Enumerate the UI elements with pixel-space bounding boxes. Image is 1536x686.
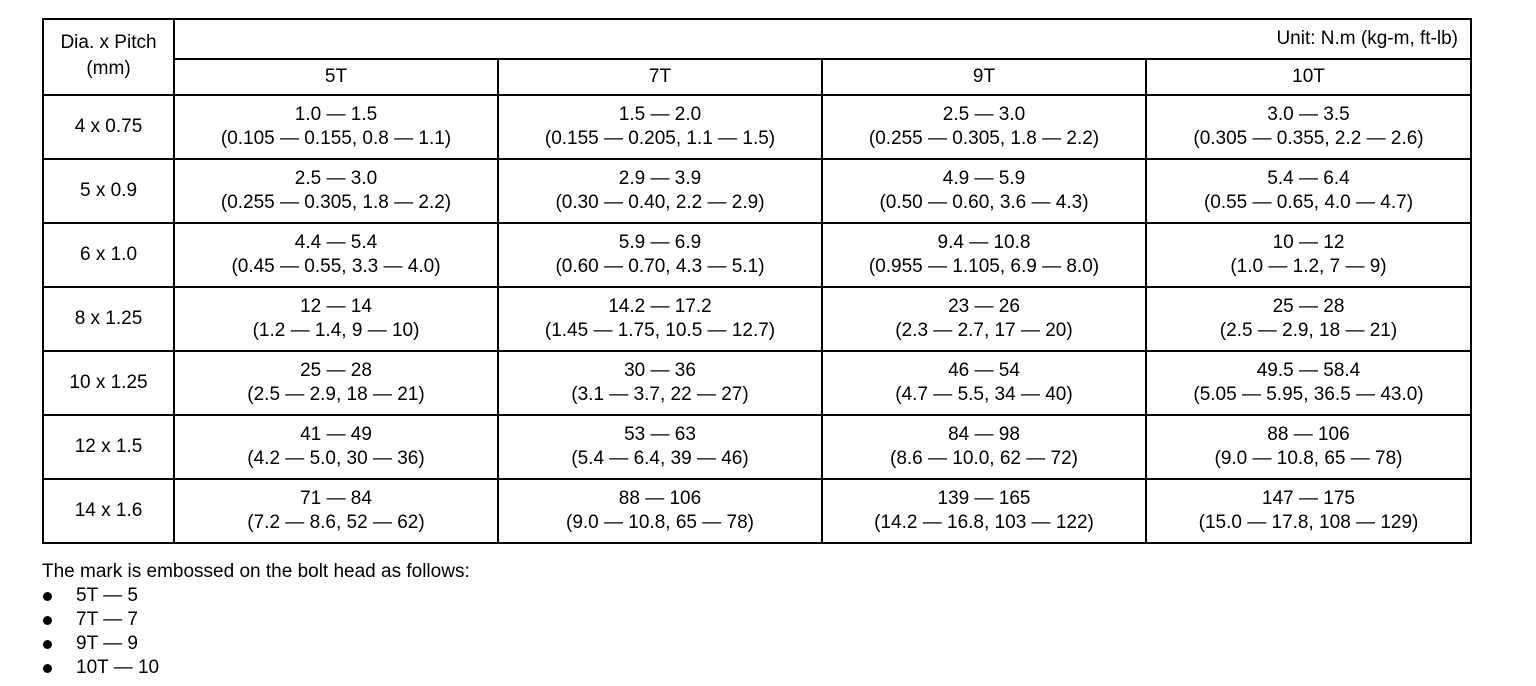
- torque-cell: [498, 287, 822, 351]
- torque-cell: [1146, 223, 1471, 287]
- torque-nm-value: 5.4 — 6.4: [1267, 168, 1350, 189]
- bullet-icon: [43, 592, 52, 601]
- torque-cell: [822, 287, 1146, 351]
- torque-nm-value: 2.5 — 3.0: [294, 168, 378, 189]
- torque-alt-value: (0.955 — 1.105, 6.9 — 8.0): [868, 256, 1100, 277]
- torque-nm-value: 4.9 — 5.9: [942, 168, 1026, 189]
- mark-text: 9T — 9: [76, 633, 138, 654]
- list-item: [42, 584, 470, 608]
- dia-pitch-header-label: Dia. x Pitch: [60, 32, 157, 53]
- bolt-size-cell: 5 x 0.9: [43, 159, 174, 223]
- torque-cell: [822, 223, 1146, 287]
- torque-nm-value: 4.4 — 5.4: [294, 232, 378, 253]
- torque-alt-value: (0.155 — 0.205, 1.1 — 1.5): [544, 128, 776, 149]
- torque-nm-value: 10 — 12: [1272, 232, 1345, 253]
- table-row: [43, 479, 1471, 543]
- list-item: [42, 632, 470, 656]
- bolt-size-cell: 8 x 1.25: [43, 287, 174, 351]
- torque-cell: [1146, 287, 1471, 351]
- torque-alt-value: (0.30 — 0.40, 2.2 — 2.9): [555, 192, 765, 213]
- torque-nm-value: 2.9 — 3.9: [618, 168, 702, 189]
- torque-nm-value: 49.5 — 58.4: [1256, 360, 1361, 381]
- bullet-icon: [43, 616, 52, 625]
- torque-nm-value: 25 — 28: [1272, 296, 1345, 317]
- torque-nm-value: 9.4 — 10.8: [937, 232, 1031, 253]
- torque-cell: [498, 159, 822, 223]
- table-row: [43, 415, 1471, 479]
- torque-cell: [1146, 415, 1471, 479]
- bolt-size-cell: 6 x 1.0: [43, 223, 174, 287]
- torque-alt-value: (2.5 — 2.9, 18 — 21): [247, 384, 425, 405]
- torque-alt-value: (0.60 — 0.70, 4.3 — 5.1): [555, 256, 765, 277]
- torque-alt-value: (3.1 — 3.7, 22 — 27): [571, 384, 749, 405]
- grade-header: 10T: [1146, 59, 1471, 95]
- torque-alt-value: (0.50 — 0.60, 3.6 — 4.3): [879, 192, 1089, 213]
- list-item: [42, 608, 470, 632]
- table-header-row: [43, 19, 1471, 59]
- torque-cell: [174, 159, 498, 223]
- torque-nm-value: 147 — 175: [1262, 488, 1355, 509]
- table-row: [43, 159, 1471, 223]
- torque-alt-value: (1.45 — 1.75, 10.5 — 12.7): [544, 320, 776, 341]
- torque-alt-value: (7.2 — 8.6, 52 — 62): [247, 512, 425, 533]
- torque-cell: [822, 351, 1146, 415]
- torque-alt-value: (1.0 — 1.2, 7 — 9): [1230, 256, 1387, 277]
- mark-text: 10T — 10: [76, 657, 160, 678]
- torque-cell: [174, 351, 498, 415]
- torque-nm-value: 23 — 26: [948, 296, 1020, 317]
- torque-alt-value: (2.5 — 2.9, 18 — 21): [1219, 320, 1398, 341]
- unit-label: Unit: N.m (kg-m, ft-lb): [174, 19, 1471, 59]
- torque-alt-value: (0.305 — 0.355, 2.2 — 2.6): [1193, 128, 1424, 149]
- torque-nm-value: 88 — 106: [1267, 424, 1350, 445]
- torque-nm-value: 25 — 28: [300, 360, 372, 381]
- torque-alt-value: (0.255 — 0.305, 1.8 — 2.2): [868, 128, 1100, 149]
- torque-cell: [174, 415, 498, 479]
- bullet-icon: [43, 664, 52, 673]
- torque-nm-value: 1.0 — 1.5: [294, 104, 378, 125]
- notes-intro: The mark is embossed on the bolt head as follows:: [42, 561, 470, 582]
- torque-alt-value: (9.0 — 10.8, 65 — 78): [1214, 448, 1403, 469]
- torque-alt-value: (5.4 — 6.4, 39 — 46): [571, 448, 749, 469]
- dia-pitch-header-unit: (mm): [86, 58, 131, 79]
- torque-nm-value: 46 — 54: [948, 360, 1020, 381]
- mark-text: 5T — 5: [76, 585, 138, 606]
- torque-nm-value: 12 — 14: [300, 296, 372, 317]
- torque-cell: [498, 223, 822, 287]
- grade-header: 9T: [822, 59, 1146, 95]
- torque-cell: [1146, 479, 1471, 543]
- torque-alt-value: (0.45 — 0.55, 3.3 — 4.0): [231, 256, 441, 277]
- torque-nm-value: 14.2 — 17.2: [608, 296, 712, 317]
- torque-cell: [498, 95, 822, 159]
- torque-nm-value: 30 — 36: [624, 360, 696, 381]
- torque-alt-value: (0.55 — 0.65, 4.0 — 4.7): [1203, 192, 1414, 213]
- torque-cell: [822, 159, 1146, 223]
- torque-nm-value: 53 — 63: [624, 424, 696, 445]
- torque-cell: [498, 479, 822, 543]
- torque-nm-value: 41 — 49: [300, 424, 372, 445]
- torque-nm-value: 5.9 — 6.9: [618, 232, 702, 253]
- torque-nm-value: 2.5 — 3.0: [942, 104, 1026, 125]
- torque-nm-value: 71 — 84: [300, 488, 372, 509]
- grade-header: 7T: [498, 59, 822, 95]
- torque-cell: [174, 223, 498, 287]
- dia-pitch-header: [43, 19, 174, 95]
- bolt-mark-notes: [42, 560, 470, 680]
- torque-nm-value: 1.5 — 2.0: [618, 104, 702, 125]
- torque-cell: [498, 415, 822, 479]
- grade-header: 5T: [174, 59, 498, 95]
- torque-cell: [174, 287, 498, 351]
- torque-cell: [822, 415, 1146, 479]
- table-row: [43, 95, 1471, 159]
- bolt-size-cell: 4 x 0.75: [43, 95, 174, 159]
- torque-cell: [174, 95, 498, 159]
- torque-cell: [174, 479, 498, 543]
- mark-list: [42, 584, 470, 680]
- torque-cell: [822, 95, 1146, 159]
- torque-alt-value: (9.0 — 10.8, 65 — 78): [566, 512, 754, 533]
- grade-header-row: [43, 59, 1471, 95]
- table-row: [43, 287, 1471, 351]
- torque-alt-value: (5.05 — 5.95, 36.5 — 43.0): [1193, 384, 1424, 405]
- torque-alt-value: (8.6 — 10.0, 62 — 72): [890, 448, 1078, 469]
- table-row: [43, 223, 1471, 287]
- torque-cell: [1146, 351, 1471, 415]
- torque-table: [42, 18, 1472, 544]
- torque-nm-value: 84 — 98: [948, 424, 1020, 445]
- list-item: [42, 656, 470, 680]
- torque-alt-value: (0.105 — 0.155, 0.8 — 1.1): [220, 128, 452, 149]
- torque-alt-value: (0.255 — 0.305, 1.8 — 2.2): [220, 192, 452, 213]
- torque-nm-value: 139 — 165: [937, 488, 1031, 509]
- bullet-icon: [43, 640, 52, 649]
- mark-text: 7T — 7: [76, 609, 138, 630]
- torque-cell: [822, 479, 1146, 543]
- table-body: [43, 95, 1471, 543]
- torque-cell: [1146, 95, 1471, 159]
- bolt-size-cell: 12 x 1.5: [43, 415, 174, 479]
- table-row: [43, 351, 1471, 415]
- torque-nm-value: 88 — 106: [618, 488, 702, 509]
- torque-alt-value: (2.3 — 2.7, 17 — 20): [895, 320, 1073, 341]
- bolt-size-cell: 14 x 1.6: [43, 479, 174, 543]
- torque-alt-value: (4.7 — 5.5, 34 — 40): [895, 384, 1073, 405]
- torque-cell: [1146, 159, 1471, 223]
- torque-alt-value: (15.0 — 17.8, 108 — 129): [1198, 512, 1419, 533]
- torque-nm-value: 3.0 — 3.5: [1267, 104, 1350, 125]
- bolt-size-cell: 10 x 1.25: [43, 351, 174, 415]
- torque-alt-value: (4.2 — 5.0, 30 — 36): [247, 448, 425, 469]
- torque-alt-value: (1.2 — 1.4, 9 — 10): [252, 320, 420, 341]
- torque-alt-value: (14.2 — 16.8, 103 — 122): [874, 512, 1094, 533]
- torque-cell: [498, 351, 822, 415]
